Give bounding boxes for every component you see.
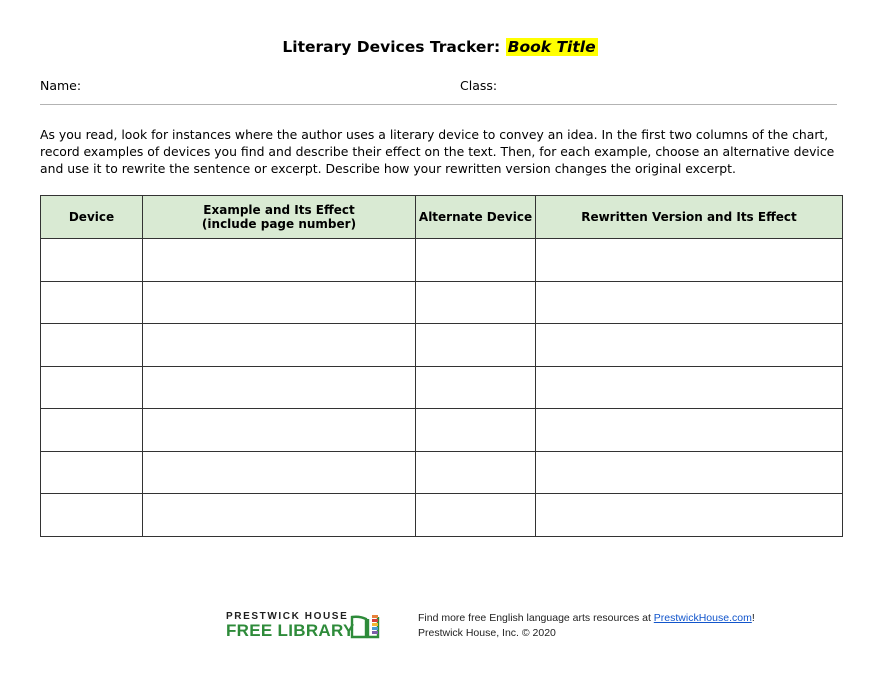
class-label: Class: — [460, 78, 498, 93]
example-cell[interactable] — [143, 451, 416, 494]
table-row — [41, 409, 843, 452]
alternate-device-cell[interactable] — [416, 281, 536, 324]
name-label: Name: — [40, 78, 82, 93]
table-row — [41, 324, 843, 367]
device-cell[interactable] — [41, 494, 143, 537]
title-prefix: Literary Devices Tracker: — [282, 38, 501, 56]
example-cell[interactable] — [143, 239, 416, 282]
rewritten-version-cell[interactable] — [536, 451, 843, 494]
book-icon — [350, 613, 384, 639]
example-cell[interactable] — [143, 324, 416, 367]
rewritten-version-cell[interactable] — [536, 281, 843, 324]
example-cell[interactable] — [143, 494, 416, 537]
footer-line-1: Find more free English language arts resources at PrestwickHouse.com! — [418, 612, 755, 624]
table-header-row — [41, 196, 843, 239]
device-cell[interactable] — [41, 409, 143, 452]
table-row — [41, 494, 843, 537]
column-header-device: Device — [41, 196, 143, 239]
alternate-device-cell[interactable] — [416, 239, 536, 282]
page-title — [0, 38, 880, 56]
alternate-device-cell[interactable] — [416, 451, 536, 494]
device-cell[interactable] — [41, 366, 143, 409]
title-book-highlight: Book Title — [507, 38, 596, 56]
column-header-alternate-device: Alternate Device — [416, 196, 536, 239]
rewritten-version-cell[interactable] — [536, 409, 843, 452]
logo-bottom-text: FREE LIBRARY — [226, 621, 355, 640]
literary-devices-table — [40, 195, 843, 537]
logo-top-text: PRESTWICK HOUSE — [226, 611, 349, 622]
column-header-example: Example and Its Effect (include page number) — [143, 196, 416, 239]
student-info-row — [40, 78, 837, 98]
alternate-device-cell[interactable] — [416, 324, 536, 367]
instructions-paragraph: As you read, look for instances where the author uses a literary device to convey an idea. In the first two columns of the chart, record examples of devices you find and describe their effect on the text. Then, for each example, choose an alternative device and use it to rewrite the sentence or excerpt. Describe how your rewritten version changes the original excerpt. — [40, 127, 835, 176]
footer-copyright: Prestwick House, Inc. © 2020 — [418, 627, 556, 639]
alternate-device-cell[interactable] — [416, 409, 536, 452]
rewritten-version-cell[interactable] — [536, 239, 843, 282]
device-cell[interactable] — [41, 239, 143, 282]
table-row — [41, 451, 843, 494]
example-cell[interactable] — [143, 409, 416, 452]
divider-line — [40, 104, 837, 105]
prestwick-house-link[interactable]: PrestwickHouse.com — [653, 612, 752, 624]
example-cell[interactable] — [143, 366, 416, 409]
device-cell[interactable] — [41, 451, 143, 494]
table-row — [41, 366, 843, 409]
table-row — [41, 239, 843, 282]
example-cell[interactable] — [143, 281, 416, 324]
rewritten-version-cell[interactable] — [536, 494, 843, 537]
rewritten-version-cell[interactable] — [536, 324, 843, 367]
column-header-rewritten-version: Rewritten Version and Its Effect — [536, 196, 843, 239]
rewritten-version-cell[interactable] — [536, 366, 843, 409]
footer-text — [418, 611, 755, 641]
table-row — [41, 281, 843, 324]
device-cell[interactable] — [41, 324, 143, 367]
device-cell[interactable] — [41, 281, 143, 324]
alternate-device-cell[interactable] — [416, 494, 536, 537]
alternate-device-cell[interactable] — [416, 366, 536, 409]
prestwick-house-logo — [226, 611, 386, 641]
